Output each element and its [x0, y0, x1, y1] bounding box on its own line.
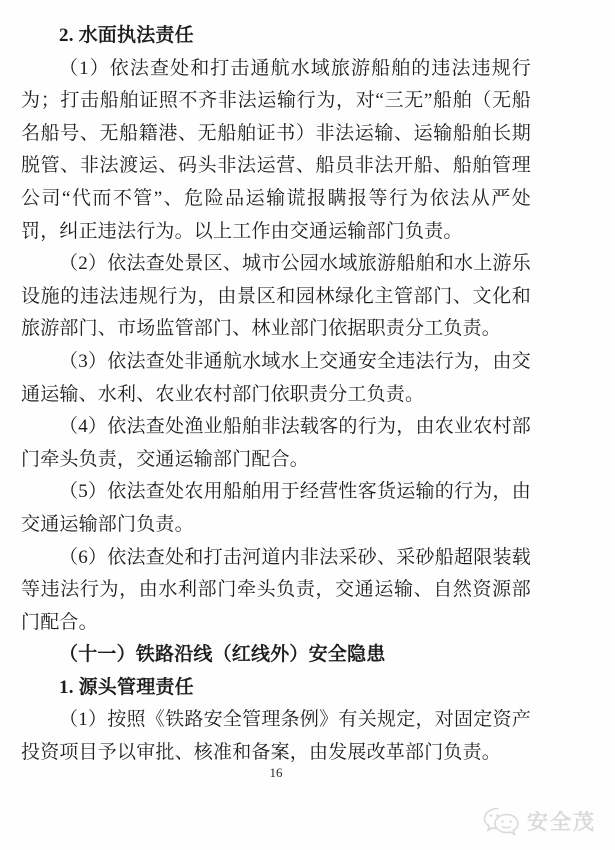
section-heading-railway: （十一）铁路沿线（红线外）安全隐患 [59, 644, 386, 666]
paragraph-item-4: （4）依法查处渔业船舶非法载客的行为，由农业农村部门牵头负责，交通运输部门配合。 [21, 416, 531, 470]
paragraph-item-3: （3）依法查处非通航水域水上交通安全违法行为，由交通运输、水利、农业农村部门依职责分工负责。 [21, 350, 531, 405]
paragraph-item-6: （6）依法查处和打击河道内非法采砂、采砂船超限装载等违法行为，由水利部门牵头负责，交通运输、自然资源部门配合。 [21, 546, 531, 633]
watermark [481, 806, 596, 836]
page-number: 16 [269, 765, 283, 780]
paragraph-item-2: （2）依法查处景区、城市公园水域旅游船舶和水上游乐设施的违法违规行为，由景区和园林绿化主管部门、文化和旅游部门、市场监管部门、林业部门依据职责分工负责。 [21, 253, 531, 340]
document-body [21, 20, 531, 770]
paragraph-item-5: （5）依法查处农用船舶用于经营性客货运输的行为，由交通运输部门负责。 [21, 481, 531, 535]
section-heading-water-enforcement: 2. 水面执法责任 [59, 25, 194, 46]
section-heading-source-management: 1. 源头管理责任 [59, 676, 194, 698]
wechat-icon [481, 806, 521, 836]
paragraph-item-7: （1）按照《铁路安全管理条例》有关规定，对固定资产投资项目予以审批、核准和备案，由发展改革部门负责。 [21, 709, 531, 764]
watermark-text: 安全茂 [527, 811, 596, 834]
paragraph-item-1: （1）依法查处和打击通航水域旅游船舶的违法违规行为；打击船舶证照不齐非法运输行为，对“三无”船舶（无船名船号、无船籍港、无船舶证书）非法运输、运输船舶长期脱管、非法渡运、码头非法运营、船员非法开船、船舶管理公司“代而不管”、危险品运输谎报瞒报等行为依法从严处罚，纠正违法行为。以上工作由交通运输部门负责。 [21, 57, 531, 242]
